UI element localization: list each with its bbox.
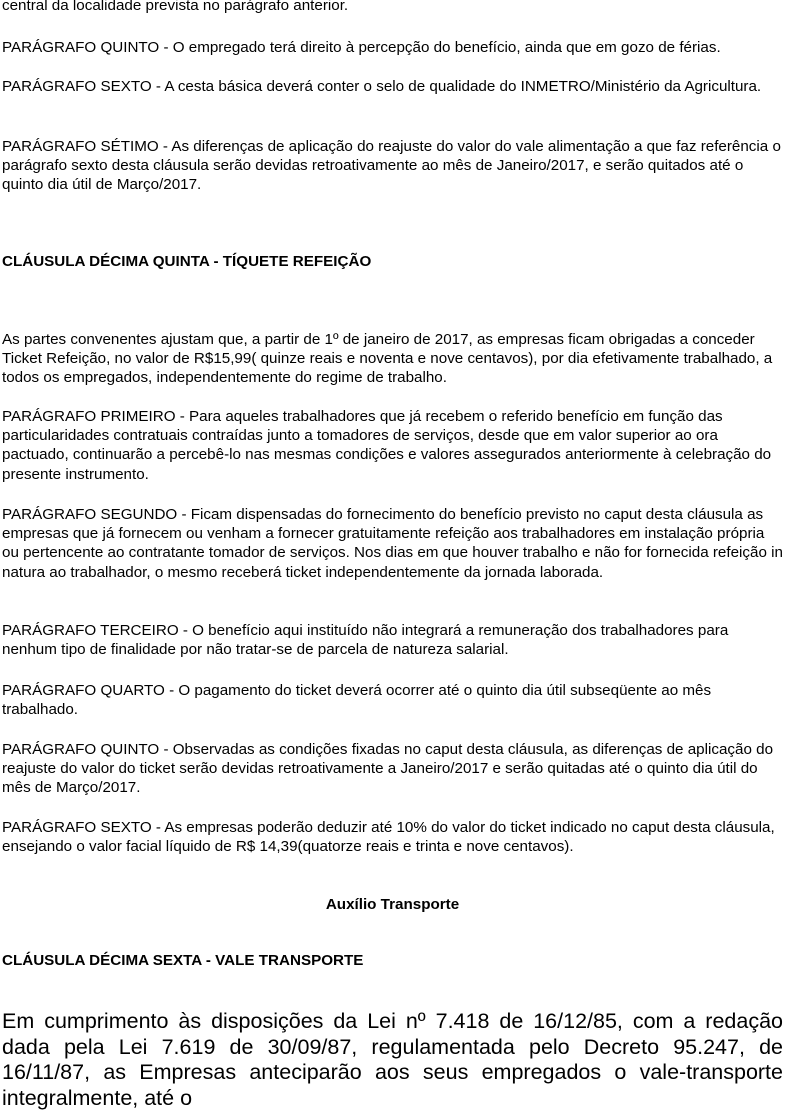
clause-15-paragrafo-sexto: PARÁGRAFO SEXTO - As empresas poderão deduzir até 10% do valor do ticket indicado no caput desta cláusula, ensejando o valor facial líquido de R$ 14,39(quatorze reais e trinta e nove centavos). bbox=[2, 819, 775, 856]
clause-16-heading: CLÁUSULA DÉCIMA SEXTA - VALE TRANSPORTE bbox=[2, 952, 364, 969]
clause-15-caput: As partes convenentes ajustam que, a partir de 1º de janeiro de 2017, as empresas ficam obrigadas a conceder Ticket Refeição, no valor de R$15,99( quinze reais e noventa e nove centavos), por dia efetivamente trabalhado, a todos os empregados, independentemente do regime de trabalho. bbox=[2, 331, 773, 387]
paragraph-continuation: central da localidade prevista no parágrafo anterior. bbox=[2, 0, 349, 14]
clause-15-paragrafo-terceiro: PARÁGRAFO TERCEIRO - O benefício aqui instituído não integrará a remuneração dos trabalhadores para nenhum tipo de finalidade por não tratar-se de parcela de natureza salarial. bbox=[2, 622, 729, 659]
clause-15-paragrafo-quinto: PARÁGRAFO QUINTO - Observadas as condições fixadas no caput desta cláusula, as diferenças de aplicação do reajuste do valor do ticket serão devidas retroativamente a Janeiro/2017 e serão quitadas até o quinto dia útil do mês de Março/2017. bbox=[2, 741, 774, 797]
paragraph-sexto-vale: PARÁGRAFO SEXTO - A cesta básica deverá conter o selo de qualidade do INMETRO/Ministério da Agricultura. bbox=[2, 78, 762, 95]
clause-15-heading: CLÁUSULA DÉCIMA QUINTA - TÍQUETE REFEIÇÃO bbox=[2, 253, 372, 270]
section-heading-auxilio-transporte: Auxílio Transporte bbox=[325, 896, 460, 913]
clause-15-paragrafo-quarto: PARÁGRAFO QUARTO - O pagamento do ticket deverá ocorrer até o quinto dia útil subseqüente ao mês trabalhado. bbox=[2, 682, 712, 719]
clause-15-paragrafo-segundo: PARÁGRAFO SEGUNDO - Ficam dispensadas do fornecimento do benefício previsto no caput desta cláusula as empresas que já fornecem ou venham a fornecer gratuitamente refeição aos trabalhadores em instalação própria ou pertencente ao contratante tomador de serviços. Nos dias em que houver trabalho e não for fornecida refeição in natura ao trabalhador, o mesmo receberá ticket independentemente da jornada laborada. bbox=[2, 506, 783, 581]
clause-15-paragrafo-primeiro: PARÁGRAFO PRIMEIRO - Para aqueles trabalhadores que já recebem o referido benefício em função das particularidades contratuais contraídas junto a tomadores de serviços, desde que em valor superior ao ora pactuado, continuarão a percebê-lo nas mesmas condições e valores assegurados anteriormente à celebração do presente instrumento. bbox=[2, 408, 772, 483]
paragraph-setimo-vale: PARÁGRAFO SÉTIMO - As diferenças de aplicação do reajuste do valor do vale alimentação a que faz referência o parágrafo sexto desta cláusula serão devidas retroativamente ao mês de Janeiro/2017, e serão quitados até o quinto dia útil de Março/2017. bbox=[2, 138, 781, 194]
clause-16-caput: Em cumprimento às disposições da Lei nº 7.418 de 16/12/85, com a redação dada pela Lei 7.619 de 30/09/87, regulamentada pelo Decreto 95.247, de 16/11/87, as Empresas anteciparão aos seus empregados o vale-transporte integralmente, até o bbox=[2, 1009, 783, 1110]
paragraph-quinto-vale: PARÁGRAFO QUINTO - O empregado terá direito à percepção do benefício, ainda que em gozo de férias. bbox=[2, 39, 721, 56]
